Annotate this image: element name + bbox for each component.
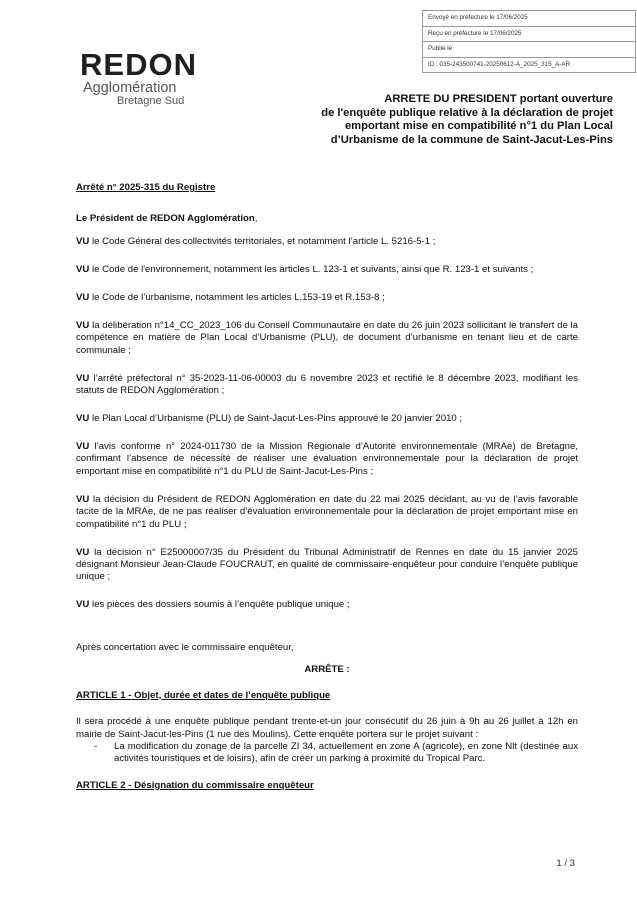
article-1-text: Il sera procédé à une enquête publique pendant trente-et-un jour consécutif du 26 juin à 9h au 26 juillet à 12h en mairie de Saint-Jacut-les-Pins (1 rue des Moulins). Cette enquête portera sur le projet suivant : bbox=[76, 716, 578, 740]
vu-label: VU bbox=[76, 599, 90, 611]
visa-item bbox=[76, 599, 578, 611]
vu-label: VU bbox=[76, 546, 90, 558]
visa-item bbox=[76, 441, 578, 478]
title-line: de l'enquête publique relative à la déclaration de projet bbox=[321, 106, 613, 119]
visa-text: l’arrêté préfectoral n° 35-2023-11-06-00003 du 6 novembre 2023 et rectifié le 8 décembre 2023, modifiant les statuts de REDON Agglomération ; bbox=[76, 372, 578, 397]
article-1-bullet bbox=[76, 741, 578, 766]
visa-item bbox=[76, 292, 578, 304]
visa-text: le Code de l'environnement, notamment les articles L. 123-1 et suivants, ainsi que R. 123-1 et suivants ; bbox=[92, 263, 534, 275]
bullet-marker: - bbox=[94, 740, 98, 752]
vu-label: VU bbox=[76, 319, 90, 331]
visa-text: la décision n° E25000007/35 du Président du Tribunal Administratif de Rennes en date du 15 janvier 2025 désignant Monsieur Jean-Claude FOUCRAUT, en qualité de commissaire-enquêteur pour conduire l’enquête publique unique ; bbox=[76, 546, 579, 583]
visa-text: les pièces des dossiers soumis à l’enquête publique unique ; bbox=[92, 599, 350, 611]
vu-label: VU bbox=[76, 263, 90, 275]
visa-item bbox=[76, 413, 578, 425]
president-line bbox=[76, 213, 578, 225]
article-2-heading: ARTICLE 2 - Désignation du commissaire enquêteur bbox=[76, 779, 314, 791]
article-1-heading: ARTICLE 1 - Objet, durée et dates de l’enquête publique bbox=[76, 689, 331, 701]
registry-number: Arrêté n° 2025-315 du Registre bbox=[76, 182, 216, 193]
bullet-text: La modification du zonage de la parcelle ZI 34, actuellement en zone A (agricole), en zone Nlt (destinée aux activités touristiques et de loisirs), afin de créer un parking à proximité du Tropical Parc. bbox=[114, 740, 578, 765]
vu-label: VU bbox=[76, 493, 90, 505]
visa-text: la décision du Président de REDON Agglomération en date du 22 mai 2025 décidant, au vu de l’avis favorable tacite de la MRAe, de ne pas réaliser d’évaluation environnementale pour la déclaration de projet emportant mise en compatibilité n°1 du PLU ; bbox=[76, 493, 578, 530]
logo-wordmark: REDON bbox=[80, 48, 197, 82]
document-body bbox=[76, 182, 578, 806]
document-title bbox=[223, 93, 613, 147]
visa-item bbox=[76, 320, 578, 357]
vu-label: VU bbox=[76, 372, 90, 384]
visa-item bbox=[76, 264, 578, 276]
visa-item bbox=[76, 494, 578, 531]
visa-item bbox=[76, 373, 578, 398]
vu-label: VU bbox=[76, 441, 90, 453]
arrete-heading: ARRÊTE : bbox=[304, 664, 350, 676]
logo-subtitle-bretagne-sud: Bretagne Sud bbox=[117, 95, 185, 107]
visa-text: le Plan Local d’Urbanisme (PLU) de Saint-Jacut-Les-Pins approuvé le 20 janvier 2010 ; bbox=[92, 413, 463, 425]
title-line: emportant mise en compatibilité n°1 du Plan Local bbox=[344, 120, 613, 133]
visa-text: la délibération n°14_CC_2023_106 du Conseil Communautaire en date du 26 juin 2023 sollicitant le transfert de la compétence en matière de Plan Local d’Urbanisme (PLU), de document d’urbanisme en tenant lieu et de carte communale ; bbox=[76, 319, 578, 356]
title-line: d’Urbanisme de la commune de Saint-Jacut-Les-Pins bbox=[330, 133, 613, 146]
vu-label: VU bbox=[76, 235, 90, 247]
president-name: Le Président de REDON Agglomération bbox=[76, 213, 255, 225]
stamp-received: Reçu en préfecture le 17/06/2025 bbox=[423, 27, 635, 43]
concertation-line: Après concertation avec le commissaire enquêteur, bbox=[76, 641, 294, 653]
visa-item bbox=[76, 236, 578, 248]
stamp-id: ID : 035-243500741-20250612-A_2025_315_A-AR bbox=[428, 60, 571, 68]
visa-text: le Code de l’urbanisme, notamment les articles L.153-19 et R.153-8 ; bbox=[92, 291, 385, 303]
visa-text: le Code Général des collectivités territoriales, et notamment l’article L. 5216-5-1 ; bbox=[92, 235, 436, 247]
president-suffix: , bbox=[254, 213, 258, 225]
visa-text: l’avis conforme n° 2024-011730 de la Mission Régionale d’Autorité environnementale (MRAe) de Bretagne, confirmant l’absence de nécessité de réaliser une évaluation environnementale pour la déclaration de projet emportant mise en compatibilité n°1 du PLU de Saint-Jacut-Les-Pins ; bbox=[76, 441, 578, 477]
redon-logo bbox=[80, 48, 210, 118]
stamp-sent: Envoyé en préfecture le 17/06/2025 bbox=[423, 11, 635, 27]
logo-subtitle-agglomeration: Agglomération bbox=[83, 80, 177, 96]
vu-label: VU bbox=[76, 413, 90, 425]
visa-item bbox=[76, 547, 578, 584]
title-line: ARRETE DU PRESIDENT portant ouverture bbox=[384, 93, 613, 105]
stamp-published: Publié le bbox=[423, 42, 635, 58]
page-number: 1 / 3 bbox=[556, 858, 575, 869]
vu-label: VU bbox=[76, 291, 90, 303]
prefecture-stamp bbox=[422, 10, 636, 73]
